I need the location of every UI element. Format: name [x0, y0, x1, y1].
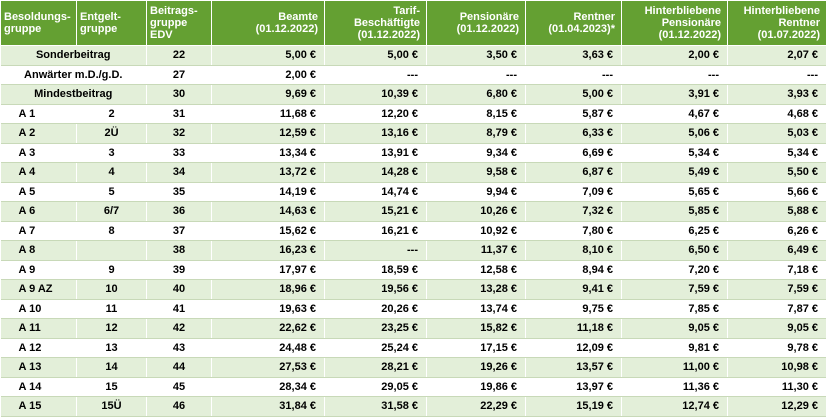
pensionaere-value: 11,37 € — [427, 241, 526, 261]
category-label: Sonderbeitrag — [1, 46, 147, 66]
hinterbliebene-rentner-value: 5,66 € — [728, 182, 826, 202]
tarif-value: 14,74 € — [325, 182, 427, 202]
besoldungsgruppe: A 13 — [1, 358, 77, 378]
header-hinterbliebene-pensionaere: Hinterbliebene Pensionäre (01.12.2022) — [622, 1, 728, 46]
tarif-value: 5,00 € — [325, 46, 427, 66]
table-row — [1, 104, 826, 124]
rentner-value: 7,80 € — [526, 221, 622, 241]
rentner-value: --- — [526, 65, 622, 85]
hinterbliebene-pensionaere-value: 5,65 € — [622, 182, 728, 202]
table-row — [1, 241, 826, 261]
beamte-value: 28,34 € — [212, 377, 325, 397]
edv-group: 37 — [147, 221, 212, 241]
hinterbliebene-rentner-value: 11,30 € — [728, 377, 826, 397]
beamte-value: 9,69 € — [212, 85, 325, 105]
pensionaere-value: 6,80 € — [427, 85, 526, 105]
tarif-value: 18,59 € — [325, 260, 427, 280]
pensionaere-value: 13,28 € — [427, 280, 526, 300]
besoldungsgruppe: A 6 — [1, 202, 77, 222]
entgeltgruppe: 11 — [77, 299, 147, 319]
rentner-value: 3,63 € — [526, 46, 622, 66]
pensionaere-value: 9,58 € — [427, 163, 526, 183]
hinterbliebene-pensionaere-value: --- — [622, 65, 728, 85]
beamte-value: 13,72 € — [212, 163, 325, 183]
besoldungsgruppe: A 1 — [1, 104, 77, 124]
besoldungsgruppe: A 12 — [1, 338, 77, 358]
pensionaere-value: 8,79 € — [427, 124, 526, 144]
edv-group: 38 — [147, 241, 212, 261]
edv-group: 32 — [147, 124, 212, 144]
pensionaere-value: 9,94 € — [427, 182, 526, 202]
table-row — [1, 280, 826, 300]
hinterbliebene-pensionaere-value: 9,81 € — [622, 338, 728, 358]
beamte-value: 19,63 € — [212, 299, 325, 319]
beamte-value: 17,97 € — [212, 260, 325, 280]
entgeltgruppe — [77, 241, 147, 261]
header-pensionaere: Pensionäre (01.12.2022) — [427, 1, 526, 46]
entgeltgruppe: 6/7 — [77, 202, 147, 222]
hinterbliebene-pensionaere-value: 7,59 € — [622, 280, 728, 300]
table-row — [1, 299, 826, 319]
hinterbliebene-pensionaere-value: 6,50 € — [622, 241, 728, 261]
entgeltgruppe: 4 — [77, 163, 147, 183]
header-row — [1, 1, 826, 46]
hinterbliebene-rentner-value: 5,50 € — [728, 163, 826, 183]
tarif-value: --- — [325, 65, 427, 85]
hinterbliebene-pensionaere-value: 6,25 € — [622, 221, 728, 241]
besoldungsgruppe: A 8 — [1, 241, 77, 261]
hinterbliebene-rentner-value: 12,29 € — [728, 397, 826, 417]
hinterbliebene-pensionaere-value: 4,67 € — [622, 104, 728, 124]
rentner-value: 15,19 € — [526, 397, 622, 417]
besoldungsgruppe: A 11 — [1, 319, 77, 339]
table-row — [1, 143, 826, 163]
header-beitragsgruppe-edv: Beitrags- gruppe EDV — [147, 1, 212, 46]
beamte-value: 13,34 € — [212, 143, 325, 163]
tarif-value: 13,91 € — [325, 143, 427, 163]
beamte-value: 15,62 € — [212, 221, 325, 241]
pensionaere-value: 17,15 € — [427, 338, 526, 358]
entgeltgruppe: 10 — [77, 280, 147, 300]
rentner-value: 8,10 € — [526, 241, 622, 261]
entgeltgruppe: 14 — [77, 358, 147, 378]
rentner-value: 13,97 € — [526, 377, 622, 397]
hinterbliebene-pensionaere-value: 5,49 € — [622, 163, 728, 183]
hinterbliebene-rentner-value: 5,03 € — [728, 124, 826, 144]
table-row — [1, 182, 826, 202]
hinterbliebene-rentner-value: 7,87 € — [728, 299, 826, 319]
table-row — [1, 221, 826, 241]
beamte-value: 27,53 € — [212, 358, 325, 378]
edv-group: 31 — [147, 104, 212, 124]
header-besoldungsgruppe: Besoldungs- gruppe — [1, 1, 77, 46]
table-body — [1, 46, 826, 417]
tarif-value: 13,16 € — [325, 124, 427, 144]
tarif-value: 19,56 € — [325, 280, 427, 300]
besoldungsgruppe: A 9 AZ — [1, 280, 77, 300]
category-label: Mindestbeitrag — [1, 85, 147, 105]
besoldungsgruppe: A 15 — [1, 397, 77, 417]
hinterbliebene-rentner-value: 7,59 € — [728, 280, 826, 300]
hinterbliebene-pensionaere-value: 5,85 € — [622, 202, 728, 222]
table-row — [1, 319, 826, 339]
besoldungsgruppe: A 10 — [1, 299, 77, 319]
table-row — [1, 260, 826, 280]
beamte-value: 14,63 € — [212, 202, 325, 222]
hinterbliebene-rentner-value: 9,05 € — [728, 319, 826, 339]
besoldungsgruppe: A 14 — [1, 377, 77, 397]
table-row — [1, 124, 826, 144]
entgeltgruppe: 2Ü — [77, 124, 147, 144]
edv-group: 39 — [147, 260, 212, 280]
edv-group: 22 — [147, 46, 212, 66]
hinterbliebene-pensionaere-value: 5,06 € — [622, 124, 728, 144]
rentner-value: 7,09 € — [526, 182, 622, 202]
hinterbliebene-pensionaere-value: 2,00 € — [622, 46, 728, 66]
table-row — [1, 397, 826, 417]
tarif-value: 25,24 € — [325, 338, 427, 358]
edv-group: 44 — [147, 358, 212, 378]
hinterbliebene-pensionaere-value: 7,20 € — [622, 260, 728, 280]
beamte-value: 24,48 € — [212, 338, 325, 358]
rentner-value: 13,57 € — [526, 358, 622, 378]
besoldungsgruppe: A 4 — [1, 163, 77, 183]
edv-group: 30 — [147, 85, 212, 105]
tarif-value: 10,39 € — [325, 85, 427, 105]
beamte-value: 2,00 € — [212, 65, 325, 85]
hinterbliebene-rentner-value: 4,68 € — [728, 104, 826, 124]
rentner-value: 9,75 € — [526, 299, 622, 319]
beamte-value: 16,23 € — [212, 241, 325, 261]
tarif-value: 23,25 € — [325, 319, 427, 339]
tarif-value: --- — [325, 241, 427, 261]
entgeltgruppe: 15Ü — [77, 397, 147, 417]
hinterbliebene-rentner-value: 6,49 € — [728, 241, 826, 261]
edv-group: 34 — [147, 163, 212, 183]
besoldungsgruppe: A 5 — [1, 182, 77, 202]
hinterbliebene-pensionaere-value: 3,91 € — [622, 85, 728, 105]
pensionaere-value: 8,15 € — [427, 104, 526, 124]
pensionaere-value: 22,29 € — [427, 397, 526, 417]
entgeltgruppe: 9 — [77, 260, 147, 280]
special-row — [1, 46, 826, 66]
hinterbliebene-rentner-value: 9,78 € — [728, 338, 826, 358]
hinterbliebene-pensionaere-value: 7,85 € — [622, 299, 728, 319]
hinterbliebene-rentner-value: 10,98 € — [728, 358, 826, 378]
beamte-value: 22,62 € — [212, 319, 325, 339]
pensionaere-value: 10,26 € — [427, 202, 526, 222]
hinterbliebene-pensionaere-value: 5,34 € — [622, 143, 728, 163]
hinterbliebene-rentner-value: 5,88 € — [728, 202, 826, 222]
table-row — [1, 358, 826, 378]
entgeltgruppe: 8 — [77, 221, 147, 241]
edv-group: 46 — [147, 397, 212, 417]
table-row — [1, 202, 826, 222]
besoldungsgruppe: A 9 — [1, 260, 77, 280]
edv-group: 45 — [147, 377, 212, 397]
header-tarifbeschaeftigte: Tarif- Beschäftigte (01.12.2022) — [325, 1, 427, 46]
entgeltgruppe: 3 — [77, 143, 147, 163]
pensionaere-value: 3,50 € — [427, 46, 526, 66]
hinterbliebene-rentner-value: 6,26 € — [728, 221, 826, 241]
rentner-value: 6,33 € — [526, 124, 622, 144]
pensionaere-value: 19,86 € — [427, 377, 526, 397]
hinterbliebene-rentner-value: 5,34 € — [728, 143, 826, 163]
tarif-value: 15,21 € — [325, 202, 427, 222]
entgeltgruppe: 2 — [77, 104, 147, 124]
hinterbliebene-rentner-value: 7,18 € — [728, 260, 826, 280]
edv-group: 36 — [147, 202, 212, 222]
rentner-value: 5,00 € — [526, 85, 622, 105]
edv-group: 40 — [147, 280, 212, 300]
rentner-value: 7,32 € — [526, 202, 622, 222]
tarif-value: 20,26 € — [325, 299, 427, 319]
rentner-value: 9,41 € — [526, 280, 622, 300]
table-row — [1, 377, 826, 397]
beamte-value: 5,00 € — [212, 46, 325, 66]
tarif-value: 29,05 € — [325, 377, 427, 397]
entgeltgruppe: 15 — [77, 377, 147, 397]
header-beamte: Beamte (01.12.2022) — [212, 1, 325, 46]
beamte-value: 12,59 € — [212, 124, 325, 144]
pensionaere-value: 12,58 € — [427, 260, 526, 280]
edv-group: 33 — [147, 143, 212, 163]
rentner-value: 5,87 € — [526, 104, 622, 124]
tarif-value: 28,21 € — [325, 358, 427, 378]
header-rentner: Rentner (01.04.2023)* — [526, 1, 622, 46]
pensionaere-value: 13,74 € — [427, 299, 526, 319]
hinterbliebene-pensionaere-value: 11,36 € — [622, 377, 728, 397]
rentner-value: 11,18 € — [526, 319, 622, 339]
rentner-value: 6,69 € — [526, 143, 622, 163]
edv-group: 35 — [147, 182, 212, 202]
category-label: Anwärter m.D./g.D. — [1, 65, 147, 85]
edv-group: 27 — [147, 65, 212, 85]
pensionaere-value: 19,26 € — [427, 358, 526, 378]
beamte-value: 14,19 € — [212, 182, 325, 202]
besoldungsgruppe: A 3 — [1, 143, 77, 163]
rentner-value: 12,09 € — [526, 338, 622, 358]
table-row — [1, 163, 826, 183]
besoldungsgruppe: A 7 — [1, 221, 77, 241]
beamte-value: 11,68 € — [212, 104, 325, 124]
entgeltgruppe: 5 — [77, 182, 147, 202]
hinterbliebene-rentner-value: 2,07 € — [728, 46, 826, 66]
hinterbliebene-pensionaere-value: 9,05 € — [622, 319, 728, 339]
entgeltgruppe: 12 — [77, 319, 147, 339]
besoldungsgruppe: A 2 — [1, 124, 77, 144]
entgeltgruppe: 13 — [77, 338, 147, 358]
hinterbliebene-rentner-value: 3,93 € — [728, 85, 826, 105]
header-entgeltgruppe: Entgelt- gruppe — [77, 1, 147, 46]
beamte-value: 18,96 € — [212, 280, 325, 300]
tarif-value: 31,58 € — [325, 397, 427, 417]
tarif-value: 12,20 € — [325, 104, 427, 124]
hinterbliebene-rentner-value: --- — [728, 65, 826, 85]
pensionaere-value: 9,34 € — [427, 143, 526, 163]
edv-group: 41 — [147, 299, 212, 319]
header-hinterbliebene-rentner: Hinterbliebene Rentner (01.07.2022) — [728, 1, 826, 46]
pensionaere-value: 15,82 € — [427, 319, 526, 339]
tarif-value: 14,28 € — [325, 163, 427, 183]
pensionaere-value: --- — [427, 65, 526, 85]
tarif-value: 16,21 € — [325, 221, 427, 241]
special-row — [1, 85, 826, 105]
edv-group: 43 — [147, 338, 212, 358]
hinterbliebene-pensionaere-value: 12,74 € — [622, 397, 728, 417]
edv-group: 42 — [147, 319, 212, 339]
rentner-value: 6,87 € — [526, 163, 622, 183]
pensionaere-value: 10,92 € — [427, 221, 526, 241]
hinterbliebene-pensionaere-value: 11,00 € — [622, 358, 728, 378]
special-row — [1, 65, 826, 85]
rentner-value: 8,94 € — [526, 260, 622, 280]
table-row — [1, 338, 826, 358]
beamte-value: 31,84 € — [212, 397, 325, 417]
